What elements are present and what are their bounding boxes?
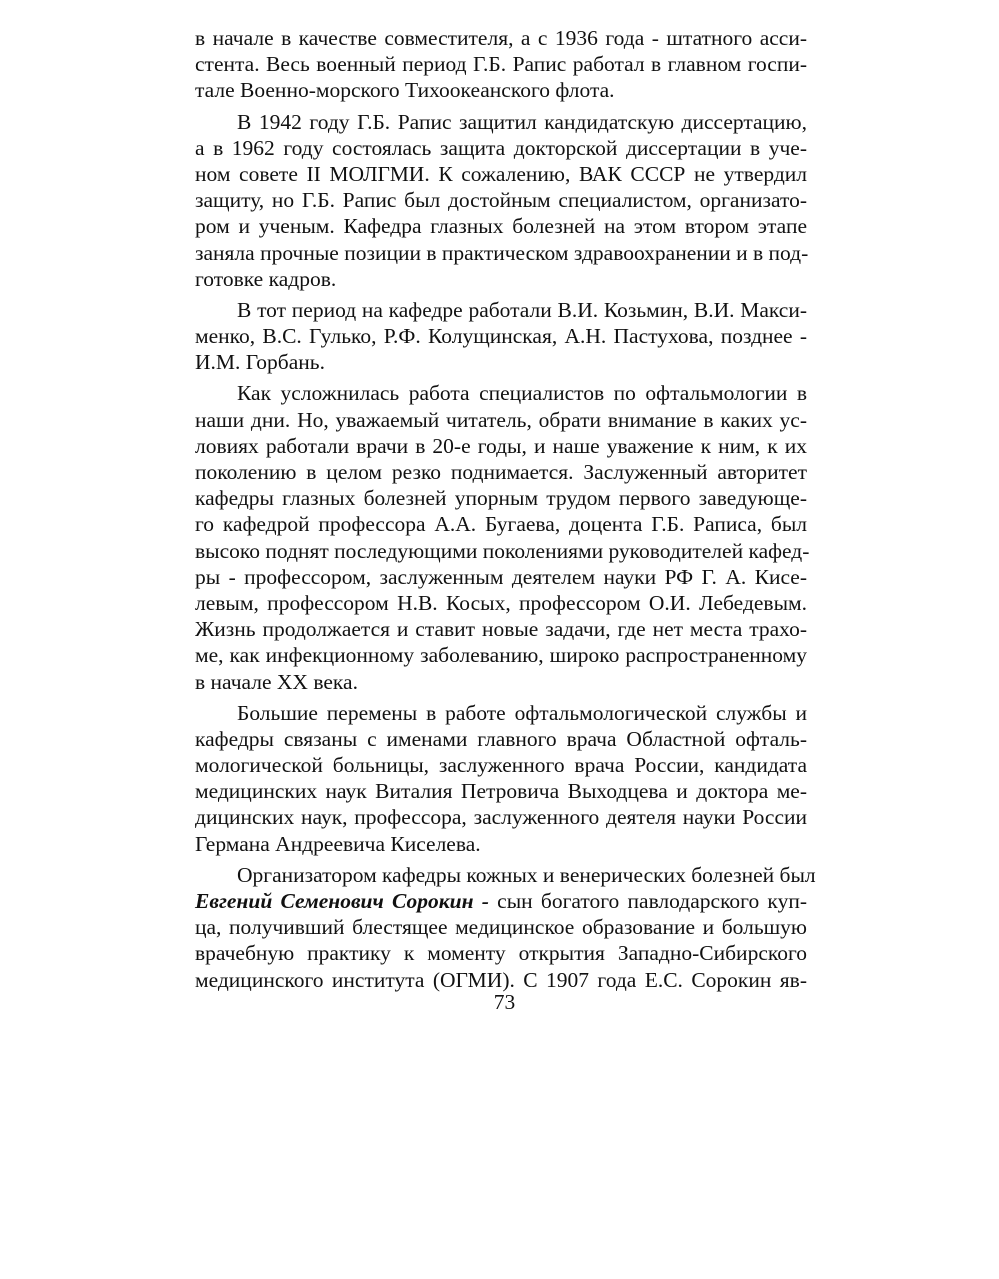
body-text (195, 25, 816, 998)
text-line: медицинских наук Виталия Петровича Выходцева и доктора ме- (195, 779, 807, 804)
text-line: ловиях работали врачи в 20-е годы, и наше уважение к ним, к их (195, 433, 807, 458)
text-line: Организатором кафедры кожных и венерических болезней был (237, 862, 816, 887)
text-line: а в 1962 году состоялась защита докторской диссертации в уче- (195, 135, 807, 160)
text-line: в начале в качестве совместителя, а с 1936 года - штатного асси- (195, 26, 807, 50)
text-line: ром и ученым. Кафедра глазных болезней на этом втором этапе (195, 214, 807, 239)
text-line: В 1942 году Г.Б. Рапис защитил кандидатскую диссертацию, (237, 109, 807, 134)
text-line: менко, В.С. Гулько, Р.Ф. Колущинская, А.Н. Пастухова, позднее - (195, 324, 807, 349)
text-line: ме, как инфекционному заболеванию, широко распространенному (195, 643, 807, 668)
paragraph (195, 380, 810, 694)
text-line: И.М. Горбань. (195, 350, 325, 375)
paragraph (195, 297, 807, 376)
text-line: готовке кадров. (195, 266, 337, 291)
text-line: левым, профессором Н.В. Косых, профессором О.И. Лебедевым. (195, 590, 807, 615)
text-line: Жизнь продолжается и ставит новые задачи, где нет места трахо- (195, 617, 807, 642)
text-line: го кафедрой профессора А.А. Бугаева, доцента Г.Б. Раписа, был (195, 512, 807, 537)
text-line: заняла прочные позиции в практическом здравоохранении и в под- (195, 240, 809, 265)
text-line: в начале XX века. (195, 669, 358, 694)
text-line: ном совете II МОЛГМИ. К сожалению, ВАК СССР не утвердил (195, 161, 807, 186)
text-line: высоко поднят последующими поколениями руководителей кафед- (195, 538, 810, 563)
text-line: ца, получивший блестящее медицинское образование и большую (195, 915, 807, 940)
text-line: мологической больницы, заслуженного врача России, кандидата (195, 753, 807, 778)
text-line-with-name (195, 888, 807, 914)
text-line: Большие перемены в работе офтальмологической службы и (237, 700, 807, 725)
paragraph (195, 25, 807, 104)
text-line: Как усложнилась работа специалистов по офтальмологии в (237, 381, 807, 406)
person-name: Евгений Семенович Сорокин - (195, 889, 489, 913)
text-run: сын богатого павлодарского куп- (488, 889, 807, 913)
text-line: В тот период на кафедре работали В.И. Козьмин, В.И. Макси- (237, 297, 807, 322)
text-line: тале Военно-морского Тихоокеанского флота. (195, 78, 615, 103)
text-line: кафедры связаны с именами главного врача Областной офталь- (195, 726, 807, 751)
text-line: ры - профессором, заслуженным деятелем науки РФ Г. А. Кисе- (195, 564, 807, 589)
page-number: 73 (493, 990, 516, 1014)
text-line: защиту, но Г.Б. Рапис был достойным специалистом, организато- (195, 188, 807, 213)
paragraph (195, 700, 807, 857)
paragraph (195, 862, 816, 993)
paragraph (195, 109, 807, 292)
text-line: поколению в целом резко поднимается. Заслуженный авторитет (195, 460, 807, 484)
text-line: дицинских наук, профессора, заслуженного деятеля науки России (195, 805, 807, 830)
text-line: стента. Весь военный период Г.Б. Рапис работал в главном госпи- (195, 52, 807, 77)
text-line: медицинского института (ОГМИ). С 1907 года Е.С. Сорокин яв- (195, 967, 807, 992)
text-line: врачебную практику к моменту открытия Западно-Сибирского (195, 941, 807, 966)
text-line: наши дни. Но, уважаемый читатель, обрати внимание в каких ус- (195, 407, 807, 432)
text-line: кафедры глазных болезней упорным трудом первого заведующе- (195, 486, 807, 511)
text-line: Германа Андреевича Киселева. (195, 831, 481, 856)
